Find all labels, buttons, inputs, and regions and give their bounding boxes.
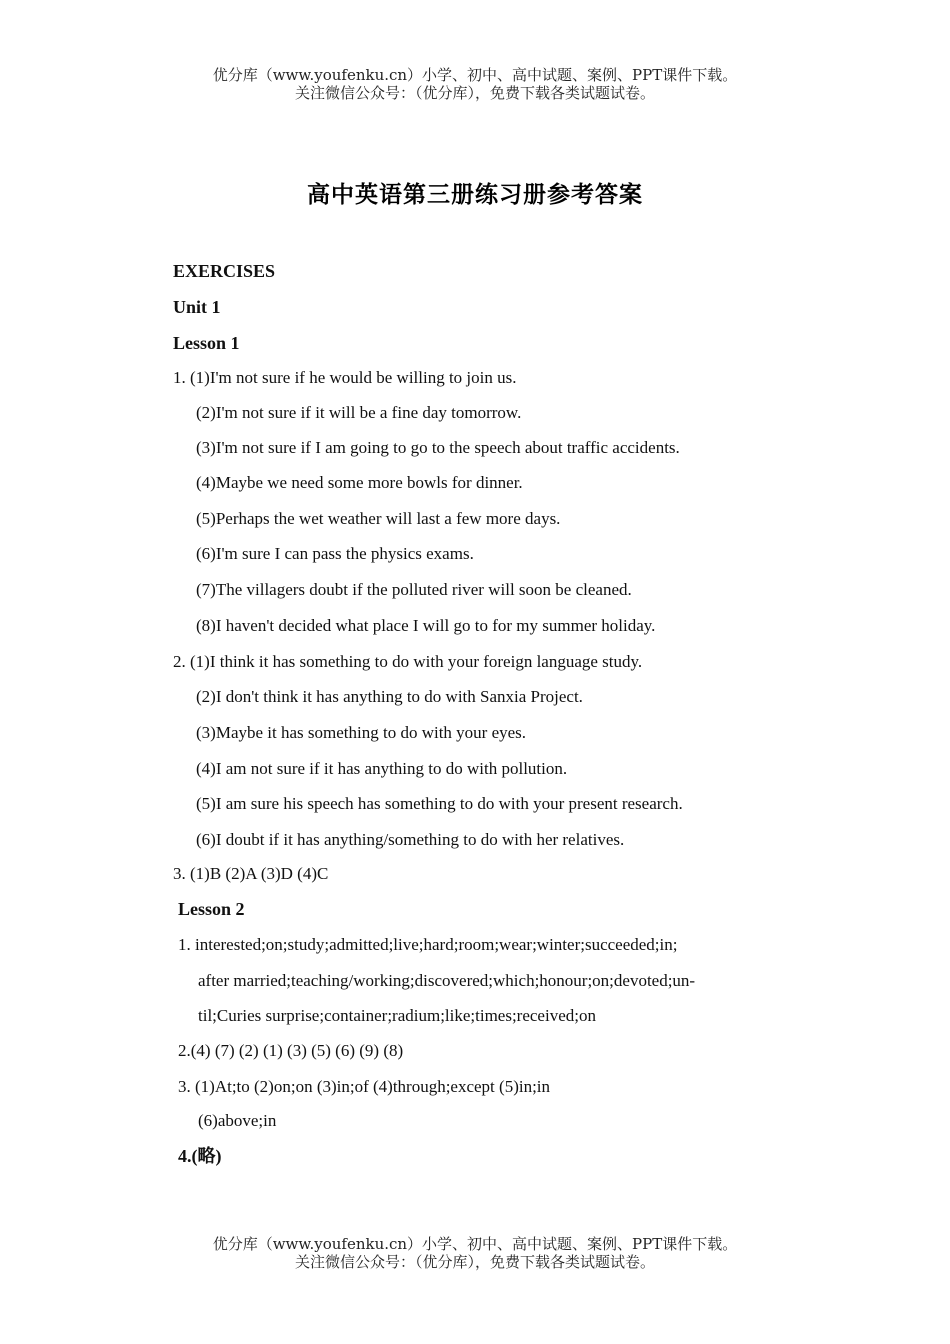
lesson1-q1-item: (3)I'm not sure if I am going to go to the speech about traffic accidents. <box>196 438 680 457</box>
lesson1-q3: 3. (1)B (2)A (3)D (4)C <box>173 864 329 883</box>
lesson1-q2-item: (3)Maybe it has something to do with your eyes. <box>196 723 527 742</box>
footer-line-1: 优分库（www.youfenku.cn）小学、初中、高中试题、案例、PPT课件下载。 <box>212 1235 738 1253</box>
section-unit: Unit 1 <box>173 297 221 317</box>
lesson1-q1-item: (2)I'm not sure if it will be a fine day tomorrow. <box>196 403 522 422</box>
lesson2-q1-line: after married;teaching/working;discovered;which;honour;on;devoted;un- <box>198 971 696 990</box>
header-line-1: 优分库（www.youfenku.cn）小学、初中、高中试题、案例、PPT课件下载。 <box>212 66 738 84</box>
section-lesson-2: Lesson 2 <box>178 899 245 919</box>
lesson1-q1-item: (7)The villagers doubt if the polluted river will soon be cleaned. <box>196 580 632 599</box>
section-lesson-1: Lesson 1 <box>173 333 240 353</box>
lesson2-q1-line: 1. interested;on;study;admitted;live;hard;room;wear;winter;succeeded;in; <box>178 935 678 954</box>
lesson1-q1-item: (6)I'm sure I can pass the physics exams. <box>196 544 474 563</box>
lesson2-q3-line: (6)above;in <box>198 1111 277 1130</box>
footer-line-2: 关注微信公众号：（优分库），免费下载各类试题试卷。 <box>294 1253 655 1271</box>
lesson1-q1-item: (5)Perhaps the wet weather will last a few more days. <box>196 509 561 528</box>
header-line-2: 关注微信公众号：（优分库），免费下载各类试题试卷。 <box>294 84 655 102</box>
lesson1-q2-item: 2. (1)I think it has something to do with your foreign language study. <box>173 652 643 671</box>
lesson2-q2: 2.(4) (7) (2) (1) (3) (5) (6) (9) (8) <box>178 1041 404 1060</box>
lesson1-q2-item: (6)I doubt if it has anything/something to do with her relatives. <box>196 830 625 849</box>
lesson1-q1-item: (8)I haven't decided what place I will go to for my summer holiday. <box>196 616 656 635</box>
lesson1-q1-item: (4)Maybe we need some more bowls for dinner. <box>196 473 523 492</box>
lesson1-q2-item: (2)I don't think it has anything to do with Sanxia Project. <box>196 687 583 706</box>
section-exercises: EXERCISES <box>173 261 276 281</box>
lesson2-q3-line: 3. (1)At;to (2)on;on (3)in;of (4)through;except (5)in;in <box>178 1077 551 1096</box>
page-footer <box>0 1235 950 1271</box>
lesson2-q4: 4.(略) <box>178 1146 222 1166</box>
lesson1-q2-item: (5)I am sure his speech has something to do with your present research. <box>196 794 683 813</box>
lesson1-q2-item: (4)I am not sure if it has anything to do with pollution. <box>196 759 568 778</box>
document-title: 高中英语第三册练习册参考答案 <box>307 182 643 208</box>
lesson2-q1-line: til;Curies surprise;container;radium;like;times;received;on <box>198 1006 596 1025</box>
lesson1-q1-item: 1. (1)I'm not sure if he would be willing to join us. <box>173 368 517 387</box>
